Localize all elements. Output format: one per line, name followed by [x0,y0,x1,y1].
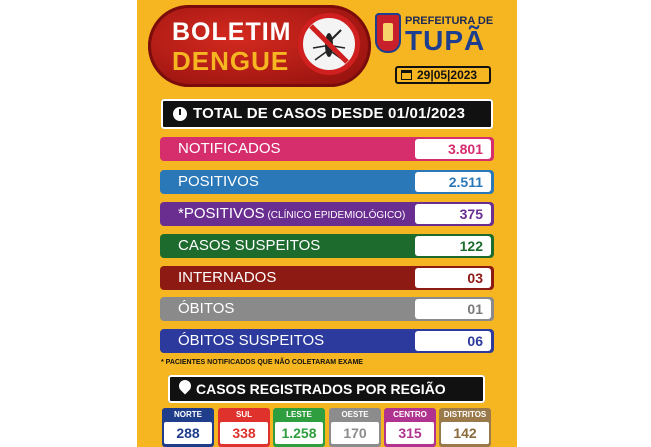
stat-value-box [415,172,491,192]
region-name: NORTE [174,410,202,419]
total-cases-title: TOTAL DE CASOS DESDE 01/01/2023 [193,105,466,122]
region-value: 338 [220,422,268,444]
city-name: TUPÃ [405,25,486,56]
prefeitura-label: PREFEITURA DE [405,15,494,27]
region-card [162,408,214,447]
stat-label-text: ÓBITOS SUSPEITOS [178,332,325,349]
stat-label-text: CASOS SUSPEITOS [178,237,321,254]
stat-label-text: *POSITIVOS [178,205,265,222]
stat-value-box [415,204,491,224]
stat-label [178,300,234,317]
stat-row [160,202,494,226]
date-text: 29|05|2023 [417,68,478,82]
stat-label-text: POSITIVOS [178,173,259,190]
stat-row [160,234,494,258]
location-pin-icon [177,378,194,395]
stat-label [178,140,281,157]
stat-value: 122 [459,238,483,254]
title-line-2: DENGUE [172,46,290,76]
stat-row [160,137,494,161]
region-value: 142 [441,422,489,444]
no-mosquito-icon [298,13,360,75]
region-card [273,408,325,447]
region-value: 315 [386,422,434,444]
stat-label-note: (CLÍNICO EPIDEMIOLÓGICO) [264,210,406,221]
bulletin-title-badge [148,5,371,87]
region-name: DISTRITOS [443,410,487,419]
region-card [329,408,381,447]
clock-icon [173,107,187,121]
stat-row [160,329,494,353]
total-cases-header [161,99,493,129]
stat-label [178,269,276,286]
stat-value: 06 [467,333,483,349]
region-name: SUL [236,410,252,419]
stat-value: 2.511 [448,174,483,190]
regions-header [168,375,485,403]
stat-label [178,173,259,190]
title-line-1: BOLETIM [172,18,292,46]
prefeitura-logo [375,13,510,58]
footnote: * PACIENTES NOTIFICADOS QUE NÃO COLETARAM EXAME [161,359,363,366]
stat-value: 3.801 [447,141,483,157]
stat-value-box [415,236,491,256]
stat-label-text: INTERNADOS [178,269,277,286]
stat-value-box [415,139,491,159]
stat-label [178,205,405,222]
region-name: CENTRO [393,410,427,419]
stat-value: 375 [459,206,483,222]
stat-label [178,237,320,254]
region-name: LESTE [286,410,312,419]
stat-value: 01 [467,301,483,317]
region-value: 288 [164,422,212,444]
region-value: 1.258 [275,422,323,444]
stat-value: 03 [467,270,483,286]
region-card [384,408,436,447]
region-value: 170 [331,422,379,444]
stat-row [160,266,494,290]
region-name: OESTE [341,410,369,419]
stat-row [160,297,494,321]
bulletin-date [395,66,491,84]
stat-value-box [415,268,491,288]
stat-label [178,332,324,349]
dengue-bulletin-poster [137,0,517,447]
stat-value-box [415,331,491,351]
stat-row [160,170,494,194]
stat-label-text: ÓBITOS [178,300,235,317]
calendar-icon [401,70,412,80]
city-crest-icon [375,13,401,53]
regions-title: CASOS REGISTRADOS POR REGIÃO [196,381,446,397]
stat-value-box [415,299,491,319]
stat-label-text: NOTIFICADOS [178,140,281,157]
region-card [439,408,491,447]
region-card [218,408,270,447]
